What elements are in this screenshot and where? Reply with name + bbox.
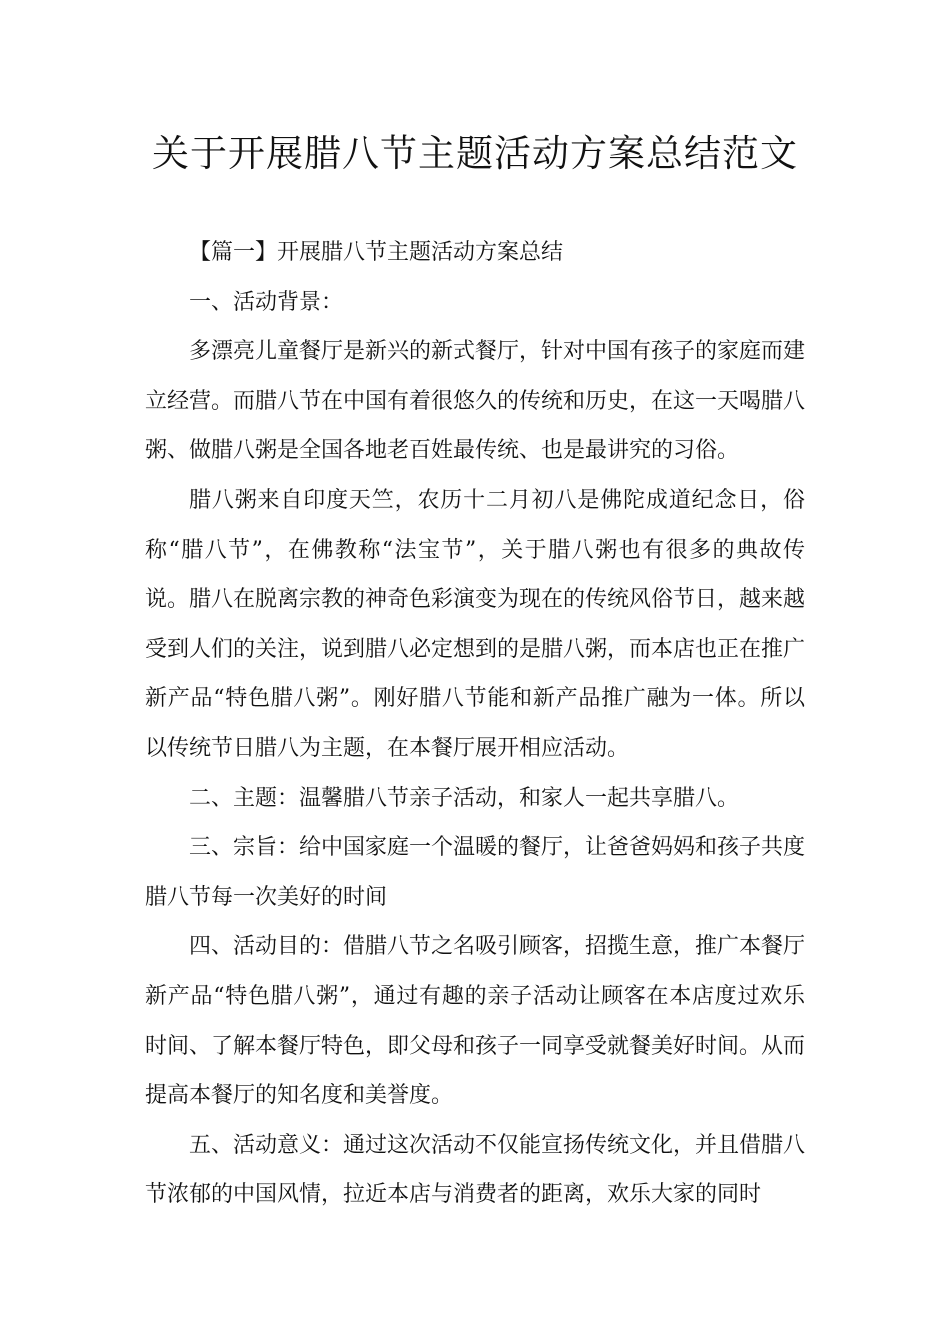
paragraph-theme: 二、主题：温馨腊八节亲子活动，和家人一起共享腊八。 <box>189 785 740 811</box>
section-heading: 【篇一】开展腊八节主题活动方案总结 <box>189 240 564 265</box>
paragraph-purpose: 三、宗旨：给中国家庭一个温暖的餐厅，让爸爸妈妈和孩子共度腊八节每一次美好的时间 <box>145 835 806 910</box>
paragraph-goal: 四、活动目的：借腊八节之名吸引顾客，招揽生意，推广本餐厅新产品“特色腊八粥”，通过有趣的亲子活动让顾客在本店度过欢乐时间、了解本餐厅特色，即父母和孩子一同享受就餐美好时间。从而提高本餐厅的知名度和美誉度。 <box>145 934 806 1109</box>
paragraph-background: 多漂亮儿童餐厅是新兴的新式餐厅，针对中国有孩子的家庭而建立经营。而腊八节在中国有着很悠久的传统和历史，在这一天喝腊八粥、做腊八粥是全国各地老百姓最传统、也是最讲究的习俗。 <box>145 339 806 464</box>
paragraph-background-heading: 一、活动背景： <box>189 289 344 315</box>
document-title: 关于开展腊八节主题活动方案总结范文 <box>152 132 798 175</box>
document-body <box>145 228 805 1220</box>
paragraph-significance: 五、活动意义：通过这次活动不仅能宣扬传统文化，并且借腊八节浓郁的中国风情，拉近本店与消费者的距离，欢乐大家的同时 <box>145 1132 806 1208</box>
paragraph-laba-origin: 腊八粥来自印度天竺，农历十二月初八是佛陀成道纪念日，俗称“腊八节”，在佛教称“法宝节”，关于腊八粥也有很多的典故传说。腊八在脱离宗教的神奇色彩演变为现在的传统风俗节日，越来越受到人们的关注，说到腊八必定想到的是腊八粥，而本店也正在推广新产品“特色腊八粥”。刚好腊八节能和新产品推广融为一体。所以以传统节日腊八为主题，在本餐厅展开相应活动。 <box>145 487 806 761</box>
